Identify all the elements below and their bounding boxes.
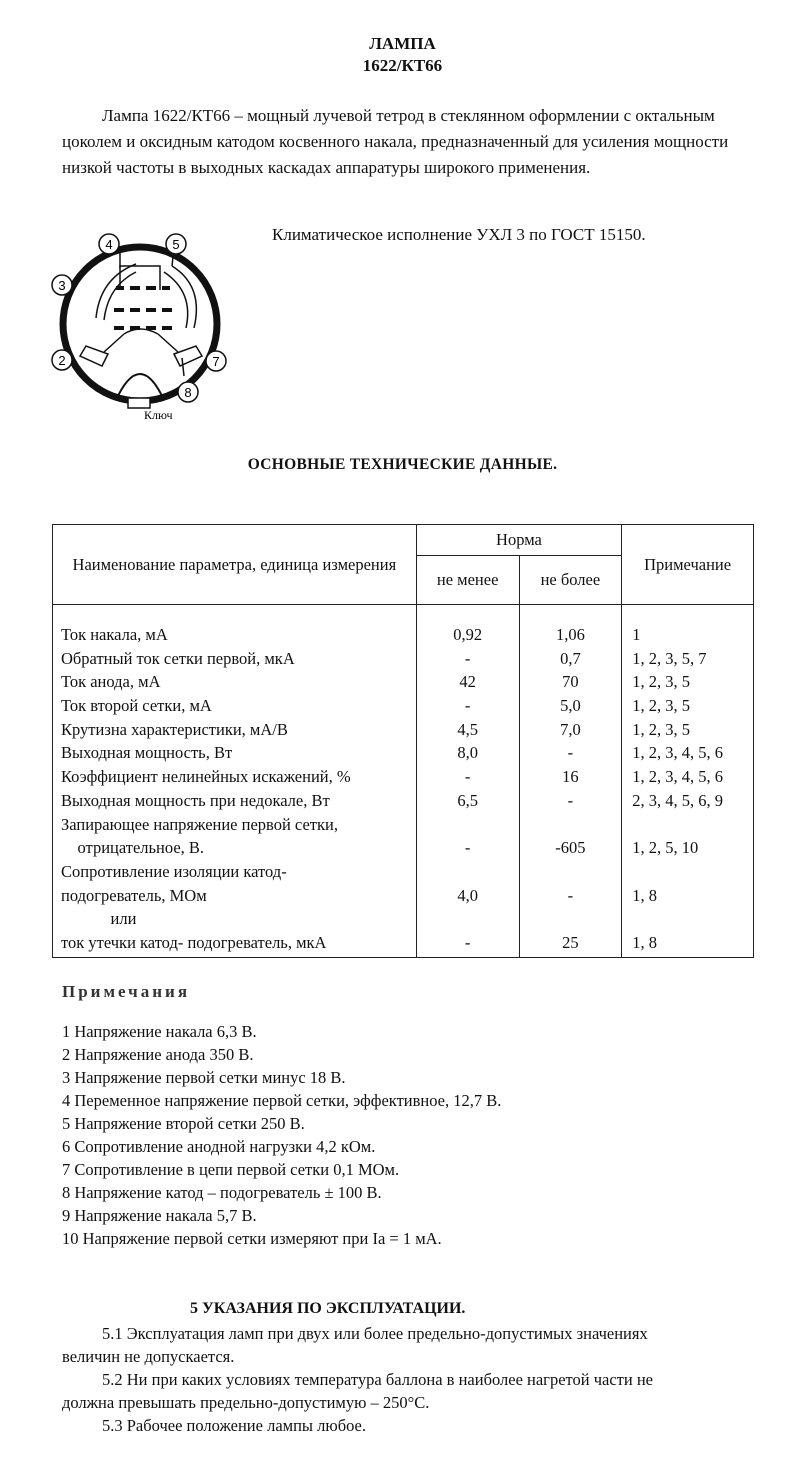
note-cell bbox=[622, 860, 753, 884]
doc-subtitle: 1622/КТ66 bbox=[362, 56, 443, 75]
climate-line: Климатическое исполнение УХЛ 3 по ГОСТ 15150. bbox=[272, 225, 646, 244]
max-cell: -605 bbox=[555, 838, 586, 858]
note-cell: 1 bbox=[632, 625, 641, 644]
pin8-lead bbox=[182, 358, 184, 376]
note-item: 4 Переменное напряжение первой сетки, эффективное, 12,7 В. bbox=[62, 1091, 502, 1110]
grid-dashes bbox=[114, 288, 172, 328]
doc-title: ЛАМПА bbox=[369, 34, 436, 53]
param-cell: Крутизна характеристики, мА/В bbox=[61, 719, 288, 739]
max-cell: 0,7 bbox=[560, 648, 581, 668]
note-cell: 1, 2, 3, 5 bbox=[632, 696, 690, 716]
note-cell bbox=[622, 907, 753, 931]
min-column bbox=[416, 605, 519, 958]
note-cell: 1, 2, 3, 5 bbox=[632, 719, 690, 739]
param-cell: Выходная мощность, Вт bbox=[61, 743, 233, 763]
max-cell: - bbox=[567, 885, 574, 905]
param-cell: Ток анода, мА bbox=[61, 672, 161, 692]
section-title: ОСНОВНЫЕ ТЕХНИЧЕСКИЕ ДАННЫЕ. bbox=[247, 456, 558, 473]
operation-instructions bbox=[62, 1322, 774, 1437]
electrode-2 bbox=[80, 346, 108, 366]
note-item: 6 Сопротивление анодной нагрузки 4,2 кОм. bbox=[62, 1137, 376, 1156]
section5-title: 5 УКАЗАНИЯ ПО ЭКСПЛУАТАЦИИ. bbox=[190, 1300, 466, 1317]
note-cell: 1, 2, 5, 10 bbox=[632, 838, 699, 858]
param-cell: Коэффициент нелинейных искажений, % bbox=[61, 767, 351, 787]
max-cell bbox=[520, 907, 622, 931]
max-cell: 1,06 bbox=[555, 625, 585, 644]
note-cell: 1, 2, 3, 4, 5, 6 bbox=[632, 743, 723, 763]
note-cell: 1, 2, 3, 4, 5, 6 bbox=[632, 767, 723, 787]
note-item: 10 Напряжение первой сетки измеряют при Ia = 1 мА. bbox=[62, 1229, 442, 1248]
notes-title: Примечания bbox=[62, 982, 191, 1001]
note-cell: 1, 2, 3, 5, 7 bbox=[632, 648, 707, 668]
min-cell: 4,5 bbox=[457, 719, 478, 739]
lead-right bbox=[158, 334, 178, 352]
note-item: 8 Напряжение катод – подогреватель ± 100 В. bbox=[62, 1183, 382, 1202]
param-cell: Выходная мощность при недокале, Вт bbox=[61, 790, 330, 810]
max-cell: 5,0 bbox=[560, 696, 581, 716]
pin-3-label: 3 bbox=[58, 278, 66, 293]
param-cell: Обратный ток сетки первой, мкА bbox=[61, 648, 295, 668]
note-cell: 2, 3, 4, 5, 6, 9 bbox=[632, 790, 723, 810]
max-cell bbox=[520, 860, 622, 884]
min-cell: - bbox=[464, 696, 471, 716]
min-cell: 6,5 bbox=[457, 790, 478, 810]
note-item: 3 Напряжение первой сетки минус 18 В. bbox=[62, 1068, 346, 1087]
param-cell: Ток накала, мА bbox=[61, 625, 168, 644]
param-cell: отрицательное, В. bbox=[61, 838, 205, 858]
max-cell: 70 bbox=[562, 672, 579, 692]
min-cell: 0,92 bbox=[453, 625, 483, 644]
param-cell: или bbox=[61, 909, 137, 929]
op-5-3: 5.3 Рабочее положение лампы любое. bbox=[102, 1416, 366, 1435]
note-item: 7 Сопротивление в цепи первой сетки 0,1 МОм. bbox=[62, 1160, 400, 1179]
min-cell bbox=[417, 813, 519, 837]
min-cell: 8,0 bbox=[457, 743, 478, 763]
header-norma: Норма bbox=[416, 525, 621, 556]
notes-list bbox=[62, 1020, 501, 1250]
pin-4-label: 4 bbox=[105, 237, 113, 252]
pin-8-label: 8 bbox=[184, 385, 192, 400]
max-cell: 16 bbox=[562, 767, 579, 787]
intro-paragraph bbox=[62, 103, 762, 181]
op-5-1-b: величин не допускается. bbox=[62, 1347, 235, 1366]
min-cell: - bbox=[464, 838, 471, 858]
min-cell bbox=[417, 907, 519, 931]
electrode-7 bbox=[174, 346, 202, 366]
min-cell: 4,0 bbox=[457, 885, 478, 905]
op-5-1-a: 5.1 Эксплуатация ламп при двух или более предельно-допустимых значениях bbox=[102, 1324, 648, 1343]
base-ring bbox=[63, 247, 220, 401]
note-item: 1 Напряжение накала 6,3 В. bbox=[62, 1022, 257, 1041]
note-cell: 1, 8 bbox=[632, 885, 657, 905]
param-cell: подогреватель, МОм bbox=[61, 885, 207, 905]
min-cell: - bbox=[464, 648, 471, 668]
param-cell: Ток второй сетки, мА bbox=[61, 696, 212, 716]
key-tab bbox=[128, 398, 150, 408]
min-cell: - bbox=[464, 767, 471, 787]
param-cell: Запирающее напряжение первой сетки, bbox=[61, 814, 338, 834]
note-cell bbox=[622, 813, 753, 837]
header-note: Примечание bbox=[622, 525, 754, 605]
min-cell: - bbox=[464, 932, 471, 952]
max-cell: - bbox=[567, 743, 574, 763]
max-cell bbox=[520, 813, 622, 837]
note-item: 2 Напряжение анода 350 В. bbox=[62, 1045, 254, 1064]
note-item: 5 Напряжение второй сетки 250 В. bbox=[62, 1114, 305, 1133]
max-cell: 25 bbox=[562, 932, 579, 952]
pin-diagram bbox=[44, 228, 234, 428]
max-cell: 7,0 bbox=[560, 719, 581, 739]
pin-2-label: 2 bbox=[58, 353, 66, 368]
spec-table bbox=[52, 524, 754, 958]
param-cell: Сопротивление изоляции катод- bbox=[61, 861, 287, 881]
note-column bbox=[622, 605, 754, 958]
param-cell: ток утечки катод- подогреватель, мкА bbox=[61, 932, 327, 952]
header-param: Наименование параметра, единица измерения bbox=[53, 525, 417, 605]
pin-7-label: 7 bbox=[212, 354, 220, 369]
note-cell: 1, 8 bbox=[632, 932, 657, 952]
key-label: Ключ bbox=[144, 408, 173, 422]
electrode-5-inner bbox=[164, 272, 188, 328]
note-item: 9 Напряжение накала 5,7 В. bbox=[62, 1206, 257, 1225]
param-column bbox=[53, 605, 417, 958]
lead-left bbox=[104, 334, 124, 352]
header-min: не менее bbox=[416, 556, 519, 605]
intro-text: Лампа 1622/КТ66 – мощный лучевой тетрод в стеклянном оформлении с октальным цоколем и оксидным катодом косвенного накала, предназначенный для усиления мощности низкой частоты в выходных каскадах аппаратуры широкого применения. bbox=[62, 106, 729, 177]
max-column bbox=[519, 605, 622, 958]
note-cell: 1, 2, 3, 5 bbox=[632, 672, 690, 692]
header-max: не более bbox=[519, 556, 622, 605]
max-cell: - bbox=[567, 790, 574, 810]
pin-5-label: 5 bbox=[172, 237, 180, 252]
op-5-2-a: 5.2 Ни при каких условиях температура баллона в наиболее нагретой части не bbox=[102, 1370, 653, 1389]
min-cell bbox=[417, 860, 519, 884]
op-5-2-b: должна превышать предельно-допустимую – 250°С. bbox=[62, 1393, 430, 1412]
min-cell: 42 bbox=[459, 672, 476, 692]
